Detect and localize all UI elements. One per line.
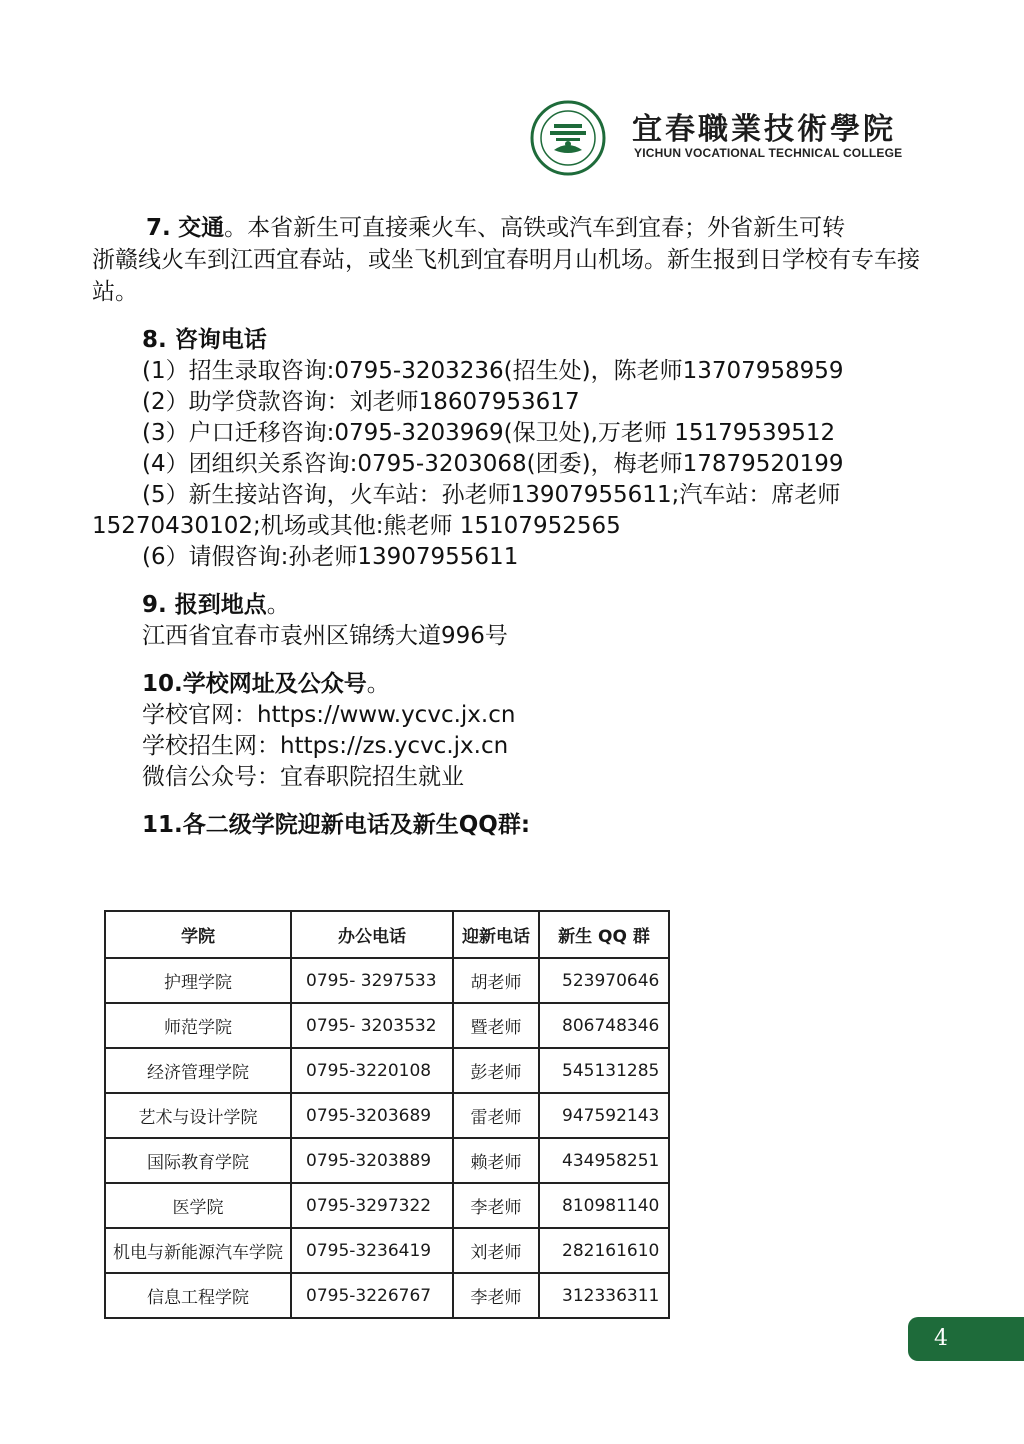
section-7-body-line1: 。本省新生可直接乘火车、高铁或汽车到宜春；外省新生可转: [224, 215, 846, 241]
section-9-title: 9. 报到地点。: [142, 592, 290, 618]
wechat-account: 宜春职院招生就业: [280, 764, 464, 790]
table-row: 艺术与设计学院 0795-3203689 雷老师 947592143: [105, 1093, 669, 1138]
wechat-line: 微信公众号：宜春职院招生就业: [142, 764, 464, 790]
header-qq-group: 新生 QQ 群: [539, 911, 669, 958]
table-row: 信息工程学院 0795-3226767 李老师 312336311: [105, 1273, 669, 1318]
page-number-tab: 4: [908, 1317, 1024, 1361]
contact-item: (1）招生录取咨询:0795-3203236(招生处)，陈老师13707958959: [142, 358, 844, 384]
header-welcome-phone: 迎新电话: [453, 911, 539, 958]
header-office-phone: 办公电话: [291, 911, 453, 958]
contact-item: (2）助学贷款咨询：刘老师18607953617: [142, 389, 580, 415]
section-7-title: 交通: [178, 215, 225, 241]
college-contact-table: [104, 910, 670, 1319]
school-name-cn: 宜春職業技術學院: [632, 112, 896, 147]
section-10-title: 10.学校网址及公众号。: [142, 671, 390, 697]
admission-site-link[interactable]: https://zs.ycvc.jx.cn: [280, 733, 509, 759]
school-name-en: YICHUN VOCATIONAL TECHNICAL COLLEGE: [634, 146, 903, 160]
contact-item: (3）户口迁移咨询:0795-3203969(保卫处),万老师 15179539512: [142, 420, 836, 446]
section-7-num: 7.: [146, 215, 171, 241]
header-college: 学院: [105, 911, 291, 958]
website-line: 学校官网：https://www.ycvc.jx.cn: [142, 702, 516, 728]
section-7: [92, 212, 952, 308]
contact-item: (4）团组织关系咨询:0795-3203068(团委)，梅老师17879520199: [142, 451, 844, 477]
table-row: 机电与新能源汽车学院 0795-3236419 刘老师 282161610: [105, 1228, 669, 1273]
section-7-body-rest: 浙赣线火车到江西宜春站，或坐飞机到宜春明月山机场。新生报到日学校有专车接站。: [92, 247, 920, 305]
section-11-title: 11.各二级学院迎新电话及新生QQ群:: [142, 812, 531, 838]
school-header: [528, 98, 908, 178]
section-8-title: 8. 咨询电话: [142, 327, 267, 353]
website-link[interactable]: https://www.ycvc.jx.cn: [257, 702, 516, 728]
table-row: 国际教育学院 0795-3203889 赖老师 434958251: [105, 1138, 669, 1183]
table-row: 师范学院 0795- 3203532 暨老师 806748346: [105, 1003, 669, 1048]
main-content: [92, 212, 952, 841]
address-text: 江西省宜春市袁州区锦绣大道996号: [142, 623, 508, 649]
table-row: 经济管理学院 0795-3220108 彭老师 545131285: [105, 1048, 669, 1093]
contact-item: (6）请假咨询:孙老师13907955611: [142, 544, 519, 570]
admission-site-line: 学校招生网：https://zs.ycvc.jx.cn: [142, 733, 509, 759]
table-header-row: [105, 911, 669, 958]
school-logo-icon: [530, 100, 606, 176]
table-row: 医学院 0795-3297322 李老师 810981140: [105, 1183, 669, 1228]
table-row: 护理学院 0795- 3297533 胡老师 523970646: [105, 958, 669, 1003]
contact-item: (5）新生接站咨询，火车站：孙老师13907955611;汽车站：席老师15270430102;机场或其他:熊老师 15107952565: [92, 482, 841, 539]
